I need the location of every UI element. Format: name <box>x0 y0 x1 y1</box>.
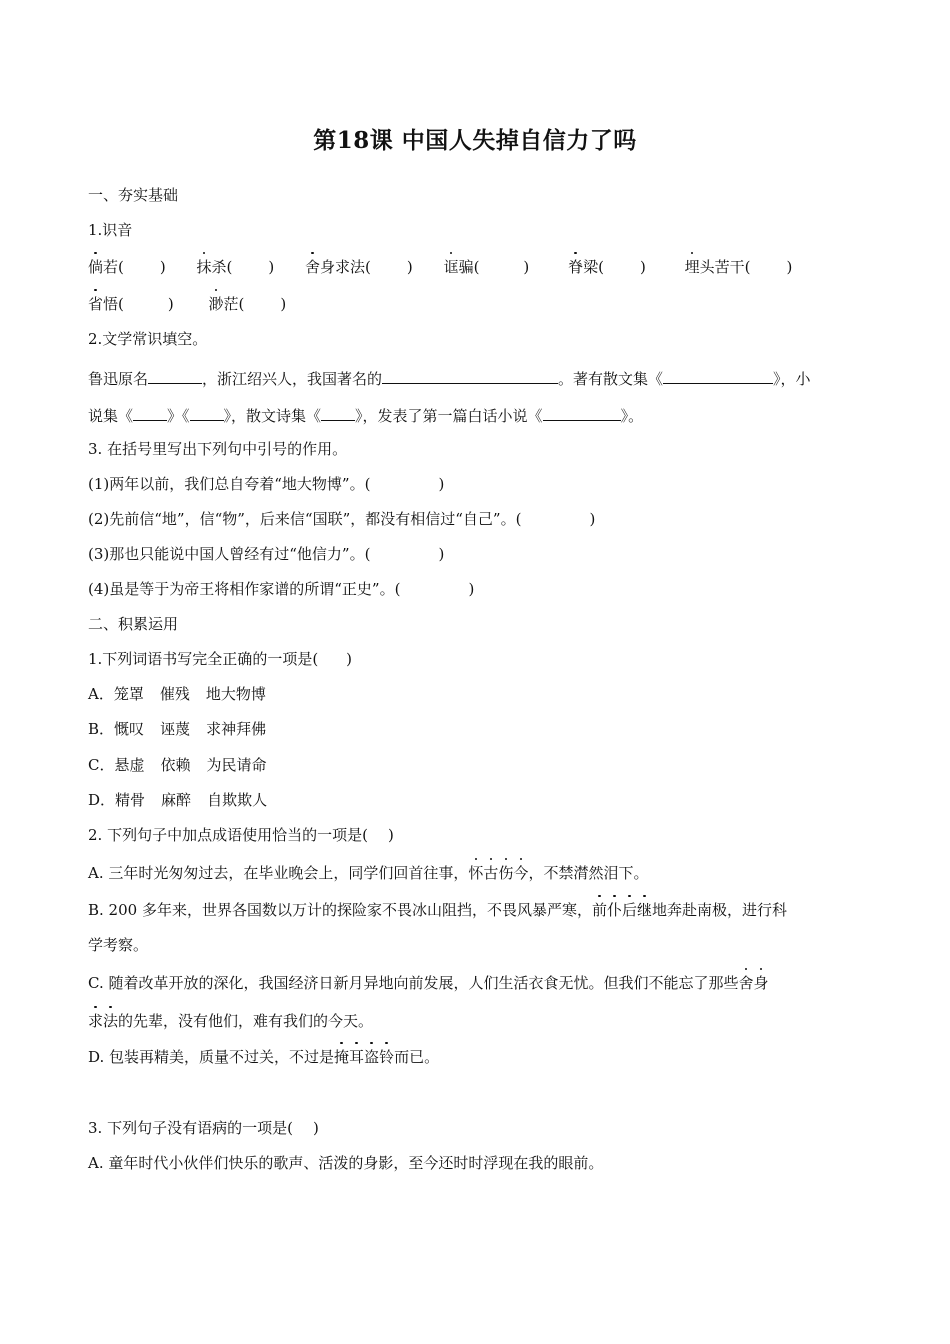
dotted-idiom <box>592 901 652 919</box>
quote-item: (3)那也只能说中国人曾经有过“他信力”。( ) <box>88 545 445 563</box>
emphasis-char: 盗 <box>364 1048 380 1066</box>
answer-blank[interactable] <box>190 404 224 421</box>
idiom-option-c-cont: 求法的先辈，没有他们，难有我们的今天。 <box>88 1012 374 1030</box>
emphasis-char: 仆 <box>606 901 622 919</box>
answer-blank[interactable] <box>133 404 167 421</box>
emphasis-char: 古 <box>483 864 499 882</box>
emphasis-char: 怀 <box>468 864 484 882</box>
idiom-option-a: A. 三年时光匆匆过去，在毕业晚会上，同学们回首往事，怀古伤今，不禁潸然泪下。 <box>88 864 649 882</box>
quote-item: (2)先前信“地”，信“物”，后来信“国联”，都没有相信过“自己”。( ) <box>88 510 596 528</box>
pinyin-item: 渺茫( ) <box>208 295 287 313</box>
idiom-option-d: D. 包装再精美，质量不过关，不过是掩耳盗铃而已。 <box>88 1048 440 1066</box>
idiom-option-c: C. 随着改革开放的深化，我国经济日新月异地向前发展，人们生活衣食无忧。但我们不能忘了那些舍身 <box>88 974 769 992</box>
dotted-idiom <box>468 864 528 882</box>
dotted-idiom <box>334 1048 394 1066</box>
dotted-idiom <box>738 974 768 992</box>
question-label: 2. 下列句子中加点成语使用恰当的一项是( ) <box>88 826 394 844</box>
emphasis-char: 继 <box>637 901 653 919</box>
answer-blank[interactable] <box>321 404 355 421</box>
emphasis-char: 后 <box>622 901 638 919</box>
pinyin-item: 舍身求法( ) <box>305 258 413 276</box>
question-label: 3. 下列句子没有语病的一项是( ) <box>88 1119 319 1137</box>
emphasis-char: 掩 <box>334 1048 350 1066</box>
pinyin-item: 抹杀( ) <box>196 258 275 276</box>
idiom-option-b-cont: 学考察。 <box>88 936 149 954</box>
emphasis-char: 铃 <box>379 1048 395 1066</box>
answer-blank[interactable] <box>382 367 558 384</box>
pinyin-item: 省悟( ) <box>88 295 174 313</box>
question-label: 1.下列词语书写完全正确的一项是( ) <box>88 650 353 668</box>
dotted-idiom <box>88 1012 118 1030</box>
section-heading-1: 一、夯实基础 <box>88 186 179 204</box>
sentence-option-a: A. 童年时代小伙伴们快乐的歌声、活泼的身影，至今还时时浮现在我的眼前。 <box>88 1154 604 1172</box>
quote-item: (1)两年以前，我们总自夸着“地大物博”。( ) <box>88 475 445 493</box>
fill-line-2: 说集《 》《 》，散文诗集《 》，发表了第一篇白话小说《 》。 <box>88 404 643 427</box>
answer-blank[interactable] <box>543 404 621 421</box>
emphasis-char: 身 <box>753 974 769 992</box>
fill-line-1: 鲁迅原名 ，浙江绍兴人，我国著名的 。著有散文集《 》，小 <box>88 367 811 390</box>
answer-blank[interactable] <box>148 367 202 384</box>
option-d: D．精骨 麻醉 自欺欺人 <box>88 791 268 809</box>
option-a: A．笼罩 催残 地大物博 <box>88 685 266 703</box>
emphasis-char: 法 <box>103 1012 119 1030</box>
emphasis-char: 耳 <box>349 1048 365 1066</box>
section-heading-2: 二、积累运用 <box>88 615 179 633</box>
option-c: C．悬虚 依赖 为民请命 <box>88 756 267 774</box>
question-label: 2.文学常识填空。 <box>88 330 208 348</box>
quote-item: (4)虽是等于为帝王将相作家谱的所谓“正史”。( ) <box>88 580 475 598</box>
answer-blank[interactable] <box>663 367 773 384</box>
pinyin-row-2 <box>88 293 286 315</box>
pinyin-row-1 <box>88 256 792 278</box>
emphasis-char: 舍 <box>738 974 754 992</box>
emphasis-char: 前 <box>591 901 607 919</box>
pinyin-item: 埋头苦干( ) <box>684 258 793 276</box>
emphasis-char: 求 <box>88 1012 104 1030</box>
pinyin-item: 诓骗( ) <box>443 258 530 276</box>
question-label: 3. 在括号里写出下列句中引号的作用。 <box>88 440 348 458</box>
option-b: B．慨叹 诬蔑 求神拜佛 <box>88 720 267 738</box>
pinyin-item: 倘若( ) <box>88 258 166 276</box>
pinyin-item: 脊梁( ) <box>568 258 646 276</box>
emphasis-char: 伤 <box>498 864 514 882</box>
emphasis-char: 今 <box>513 864 529 882</box>
idiom-option-b: B. 200 多年来，世界各国数以万计的探险家不畏冰山阻挡，不畏风暴严寒，前仆后继地奔赴南极，进行科 <box>88 901 788 919</box>
question-label: 1.识音 <box>88 221 133 239</box>
page-title: 第18课 中国人失掉自信力了吗 <box>313 127 637 154</box>
